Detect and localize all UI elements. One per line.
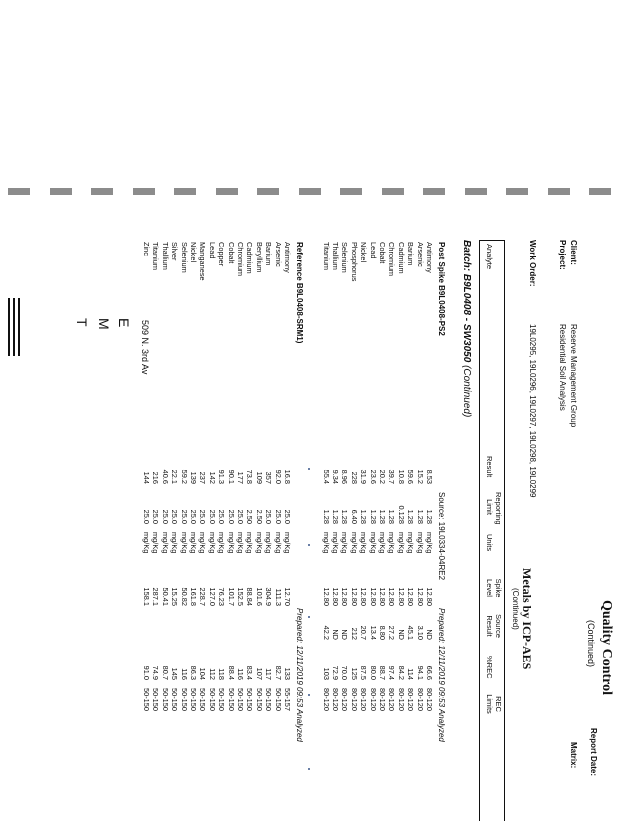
cell-source: 13.4 [368,625,378,640]
batch-title-text: Batch: B9L0408 - SW3050 [461,240,472,363]
cell-rec: 80.0 [368,665,378,680]
table-row [236,242,245,822]
cell-name: Copper [217,242,227,267]
cell-limit: 1.28 [425,509,434,524]
cell-source: 3.10 [415,625,425,640]
table-row [151,242,160,822]
cell-source: 27.2 [387,625,397,640]
cell-result: 15.2 [415,469,425,484]
cell-rlim: 80-120 [406,688,416,712]
table-row [217,242,226,822]
cell-result: 90.1 [226,469,236,484]
col-source-result: Source Result [485,614,503,638]
cell-rlim: 80-120 [387,688,397,712]
cell-spike: 161.8 [189,587,198,606]
table-row [254,242,263,822]
cell-rlim: 50-150 [207,688,217,712]
cell-units: mg/Kg [142,532,151,554]
cell-spike: 158.1 [142,587,151,606]
cell-rlim: 50-150 [151,688,161,712]
cell-name: Cadmium [396,242,406,274]
cell-limit: 25.0 [198,509,208,524]
table-row [226,242,235,822]
cell-rec: 103 [321,667,331,680]
cell-rec: 125 [349,667,359,680]
cell-units: mg/Kg [378,532,387,554]
cell-limit: 25.0 [151,509,161,524]
cell-name: Chromium [387,242,397,277]
cell-spike: 304.9 [264,587,274,606]
table-row [273,242,282,822]
cell-result: 31.9 [359,469,369,484]
cell-units: mg/Kg [340,532,350,554]
cell-result: 10.8 [396,469,406,484]
cell-result: 216 [151,471,161,484]
cell-result: 16.8 [283,469,292,484]
cell-rlim: 80-120 [359,688,369,712]
cell-rlim: 50-150 [236,688,245,712]
cell-rec: 80.7 [160,665,170,680]
cell-limit: 25.0 [142,509,151,524]
cell-rlim: 50-150 [254,688,264,712]
cell-limit: 25.0 [179,509,189,524]
cell-rec: 84.2 [396,665,406,680]
cell-spike: 12.80 [349,587,359,606]
cell-name: Silver [170,242,180,261]
cell-name: Cadmium [245,242,255,274]
cell-rec: 86.3 [189,665,198,680]
cell-result: 8.53 [425,469,434,484]
cell-limit: 25.0 [160,509,170,524]
col-rec-limits: REC Limits [485,694,503,714]
cell-units: mg/Kg [151,532,161,554]
table-row [349,242,358,822]
cell-limit: 1.28 [321,509,331,524]
cell-spike: 12.80 [321,587,331,606]
cell-spike: 12.80 [368,587,378,606]
section-post-spike-label: Post Spike B9L0408-PS2 [437,242,446,336]
cell-spike: 12.80 [331,587,340,606]
cell-limit: 1.28 [368,509,378,524]
cell-spike: 12.80 [340,587,350,606]
cell-units: mg/Kg [245,532,255,554]
table-row [359,242,368,822]
overlay-letter-m: M [96,318,112,330]
cell-units: mg/Kg [349,532,359,554]
cell-spike: 12.80 [406,587,416,606]
cell-limit: 25.0 [236,509,245,524]
cell-source: ND [331,629,340,640]
section-reference-label: Reference B9L0408-SRM1) [295,242,304,344]
cell-rlim: 80-120 [340,688,350,712]
cell-name: Beryllium [254,242,264,273]
cell-rec: 83.4 [245,665,255,680]
cell-rec: 66.6 [425,665,434,680]
cell-rec: 116 [236,668,245,680]
table-row [283,242,292,822]
cell-spike: 101.6 [254,587,264,606]
cell-rec: 72.9 [331,665,340,680]
table-row [207,242,216,822]
cell-rec: 70.0 [340,665,350,680]
cell-spike: 287.1 [151,587,161,606]
cell-name: Barium [406,242,416,266]
cell-result: 139 [189,471,198,484]
cell-limit: 25.0 [264,509,274,524]
cell-source: 20.7 [359,625,369,640]
cell-rlim: 50-150 [217,688,227,712]
cell-result: 39.7 [387,469,397,484]
cell-name: Zinc [142,242,151,256]
section-reference-prepared: Prepared: 12/11/2019 09:53 Analyzed [295,608,304,742]
cell-spike: 50.82 [179,587,189,606]
report-title: Quality Control [599,600,614,696]
cell-rlim: 50-150 [160,688,170,712]
project-label: Project: [558,240,567,270]
cell-limit: 1.28 [406,509,416,524]
cell-name: Phosphorus [349,242,359,282]
cell-limit: 25.0 [283,509,292,524]
cell-units: mg/Kg [160,532,170,554]
work-order-label: Work Order: [528,240,537,287]
cell-limit: 1.28 [415,509,425,524]
batch-title [461,240,472,417]
table-row [396,242,405,822]
cell-rec: 133 [283,667,292,680]
cell-units: mg/Kg [170,532,180,554]
cell-rec: 114 [406,668,416,680]
cell-result: 20.2 [378,469,387,484]
cell-rec: 87.5 [359,665,369,680]
cell-result: 59.2 [179,469,189,484]
cell-result: 59.6 [406,469,416,484]
cell-spike: 76.23 [217,587,227,606]
cell-spike: 152.5 [236,587,245,606]
cell-source: 45.1 [406,625,416,640]
cell-result: 109 [254,471,264,484]
cell-rec: 88.7 [378,665,387,680]
table-row [160,242,169,822]
cell-units: mg/Kg [179,532,189,554]
cell-result: 142 [207,471,217,484]
cell-name: Lead [207,242,217,259]
table-row [378,242,387,822]
cell-limit: 25.0 [170,509,180,524]
cell-name: Nickel [359,242,369,263]
client-label: Client: [569,240,578,265]
col-reporting-limit: Reporting Limit [485,492,503,525]
cell-units: mg/Kg [415,532,425,554]
table-row [264,242,273,822]
cell-result: 144 [142,471,151,484]
table-row [321,242,330,822]
cell-result: 91.3 [217,469,227,484]
cell-rec: 97.4 [387,665,397,680]
cell-rlim: 80-120 [331,688,340,712]
overlay-letter-e: E [116,318,132,328]
cell-name: Thallium [331,242,340,270]
report-subtitle: Metals by ICP-AES [520,568,534,670]
cell-limit: 25.0 [273,509,283,524]
cell-spike: 12.80 [425,587,434,606]
cell-result: 22.1 [170,469,180,484]
cell-name: Lead [368,242,378,259]
overlay-address: 509 N. 3rd Av [140,320,150,375]
section-post-spike-prepared: Prepared: 12/11/2019 09:53 Analyzed [437,608,446,742]
table-row [189,242,198,822]
table-row [406,242,415,822]
cell-result: 357 [264,471,274,484]
cell-units: mg/Kg [368,532,378,554]
col-analyte: Analyte [485,244,494,270]
cell-spike: 127.0 [207,587,217,606]
cell-limit: 1.28 [340,509,350,524]
section-post-spike-source: Source: 19L0334-04RE2 [437,492,446,581]
cell-units: mg/Kg [207,532,217,554]
table-row [415,242,424,822]
cell-name: Selenium [179,242,189,273]
work-order-value: 19L0295, 19L0296, 19L0297, 19L0298, 19L0299 [528,324,537,498]
cell-rec: 118 [217,668,227,680]
cell-spike: 50.41 [160,587,170,606]
col-units: Units [485,534,494,552]
cell-units: mg/Kg [406,532,416,554]
cell-units: mg/Kg [331,532,340,554]
cell-result: 55.4 [321,469,331,484]
cell-rlim: 50-150 [245,688,255,712]
cell-name: Nickel [189,242,198,263]
table-row [331,242,340,822]
cell-result: 40.6 [160,469,170,484]
cell-rlim: 50-150 [179,688,189,712]
cell-units: mg/Kg [273,532,283,554]
cell-limit: 25.0 [226,509,236,524]
col-rec: %REC [485,656,494,679]
cell-rec: 91.0 [142,665,151,680]
cell-rlim: 80-120 [396,688,406,712]
cell-rlim: 80-120 [349,688,359,712]
cell-spike: 12.80 [387,587,397,606]
cell-name: Thallium [160,242,170,270]
cell-units: mg/Kg [198,532,208,554]
cell-rlim: 80-120 [425,688,434,712]
table-row [387,242,396,822]
cell-spike: 228.7 [198,587,208,606]
cell-units: mg/Kg [387,532,397,554]
cell-units: mg/Kg [359,532,369,554]
cell-name: Cobalt [378,242,387,264]
cell-rec: 94.1 [415,665,425,680]
cell-rlim: 50-150 [273,688,283,712]
report-date-label: Report Date: [589,728,598,777]
cell-source: ND [425,629,434,640]
cell-name: Titanium [321,242,331,271]
cell-name: Arsenic [273,242,283,267]
cell-spike: 111.3 [273,588,283,606]
cell-units: mg/Kg [189,532,198,554]
cell-rlim: 55-157 [283,688,292,712]
table-row [245,242,254,822]
cell-name: Manganese [198,242,208,281]
cell-name: Titanium [151,242,161,271]
cell-rec: 74.9 [151,665,161,680]
cell-source: ND [340,629,350,640]
cell-name: Barium [264,242,274,266]
cell-rlim: 50-150 [198,688,208,712]
cell-rlim: 80-120 [415,688,425,712]
cell-units: mg/Kg [226,532,236,554]
cell-units: mg/Kg [217,532,227,554]
cell-rlim: 80-120 [378,688,387,712]
cell-rlim: 50-150 [189,688,198,712]
cell-rec: 112 [207,668,217,680]
col-spike-level: Spike Level [485,578,503,598]
cell-limit: 1.28 [359,509,369,524]
table-row [198,242,207,822]
cell-rlim: 50-150 [170,688,180,712]
cell-result: 177 [236,471,245,484]
cell-limit: 6.40 [349,509,359,524]
cell-spike: 15.25 [170,587,180,606]
cell-rec: 116 [179,668,189,680]
cell-result: 73.8 [245,469,255,484]
col-result: Result [485,456,494,478]
client-value: Reserve Management Group [569,324,578,428]
cell-source: ND [396,629,406,640]
table-row [179,242,188,822]
cell-name: Antimony [283,242,292,273]
cell-limit: 25.0 [189,509,198,524]
cell-rec: 82.7 [273,665,283,680]
table-row [368,242,377,822]
column-header-box [479,240,505,821]
cell-limit: 1.28 [387,509,397,524]
cell-result: 237 [198,471,208,484]
cell-rlim: 50-150 [142,688,151,712]
cell-limit: 2.50 [254,509,264,524]
cell-name: Chromium [236,242,245,277]
cell-limit: 25.0 [217,509,227,524]
cell-units: mg/Kg [236,532,245,554]
cell-spike: 12.80 [378,587,387,606]
cell-rec: 117 [264,668,274,680]
cell-spike: 88.84 [245,587,255,606]
table-row [425,242,434,822]
cell-units: mg/Kg [264,532,274,554]
cell-units: mg/Kg [396,532,406,554]
cell-spike: 101.7 [226,587,236,606]
cell-units: mg/Kg [425,532,434,554]
batch-title-continued: (Continued) [461,365,472,418]
cell-rec: 107 [254,667,264,680]
cell-limit: 0.128 [396,505,406,524]
cell-source: 42.2 [321,625,331,640]
cell-result: 92.0 [273,469,283,484]
cell-limit: 2.50 [245,509,255,524]
overlay-letter-t: T [74,318,90,327]
cell-rlim: 50-150 [264,688,274,712]
table-row [340,242,349,822]
cell-rlim: 80-120 [321,688,331,712]
cell-units: mg/Kg [283,532,292,554]
cell-source: 212 [349,627,359,640]
cell-result: 228 [349,471,359,484]
cell-spike: 12.70 [283,587,292,606]
cell-result: 9.34 [331,469,340,484]
cell-name: Antimony [425,242,434,273]
table-row [170,242,179,822]
cell-source: 8.80 [378,625,387,640]
cell-name: Selenium [340,242,350,273]
cell-result: 23.6 [368,469,378,484]
cell-rec: 145 [170,667,180,680]
cell-limit: 1.28 [378,509,387,524]
cell-spike: 12.80 [415,587,425,606]
cell-name: Arsenic [415,242,425,267]
matrix-label: Matrix: [569,742,578,769]
cell-rec: 104 [198,667,208,680]
report-title-continued: (Continued) [586,620,596,668]
cell-limit: 1.28 [331,509,340,524]
cell-units: mg/Kg [254,532,264,554]
cell-rlim: 80-120 [368,688,378,712]
cell-result: 8.96 [340,469,350,484]
report-subtitle-continued: (Continued) [511,588,520,630]
cell-units: mg/Kg [321,532,331,554]
cell-spike: 12.80 [359,587,369,606]
cell-limit: 25.0 [207,509,217,524]
cell-spike: 12.80 [396,587,406,606]
cell-rec: 88.4 [226,665,236,680]
cell-name: Cobalt [226,242,236,264]
cell-rlim: 50-150 [226,688,236,712]
project-value: Residential Soil Analysis [558,324,567,411]
